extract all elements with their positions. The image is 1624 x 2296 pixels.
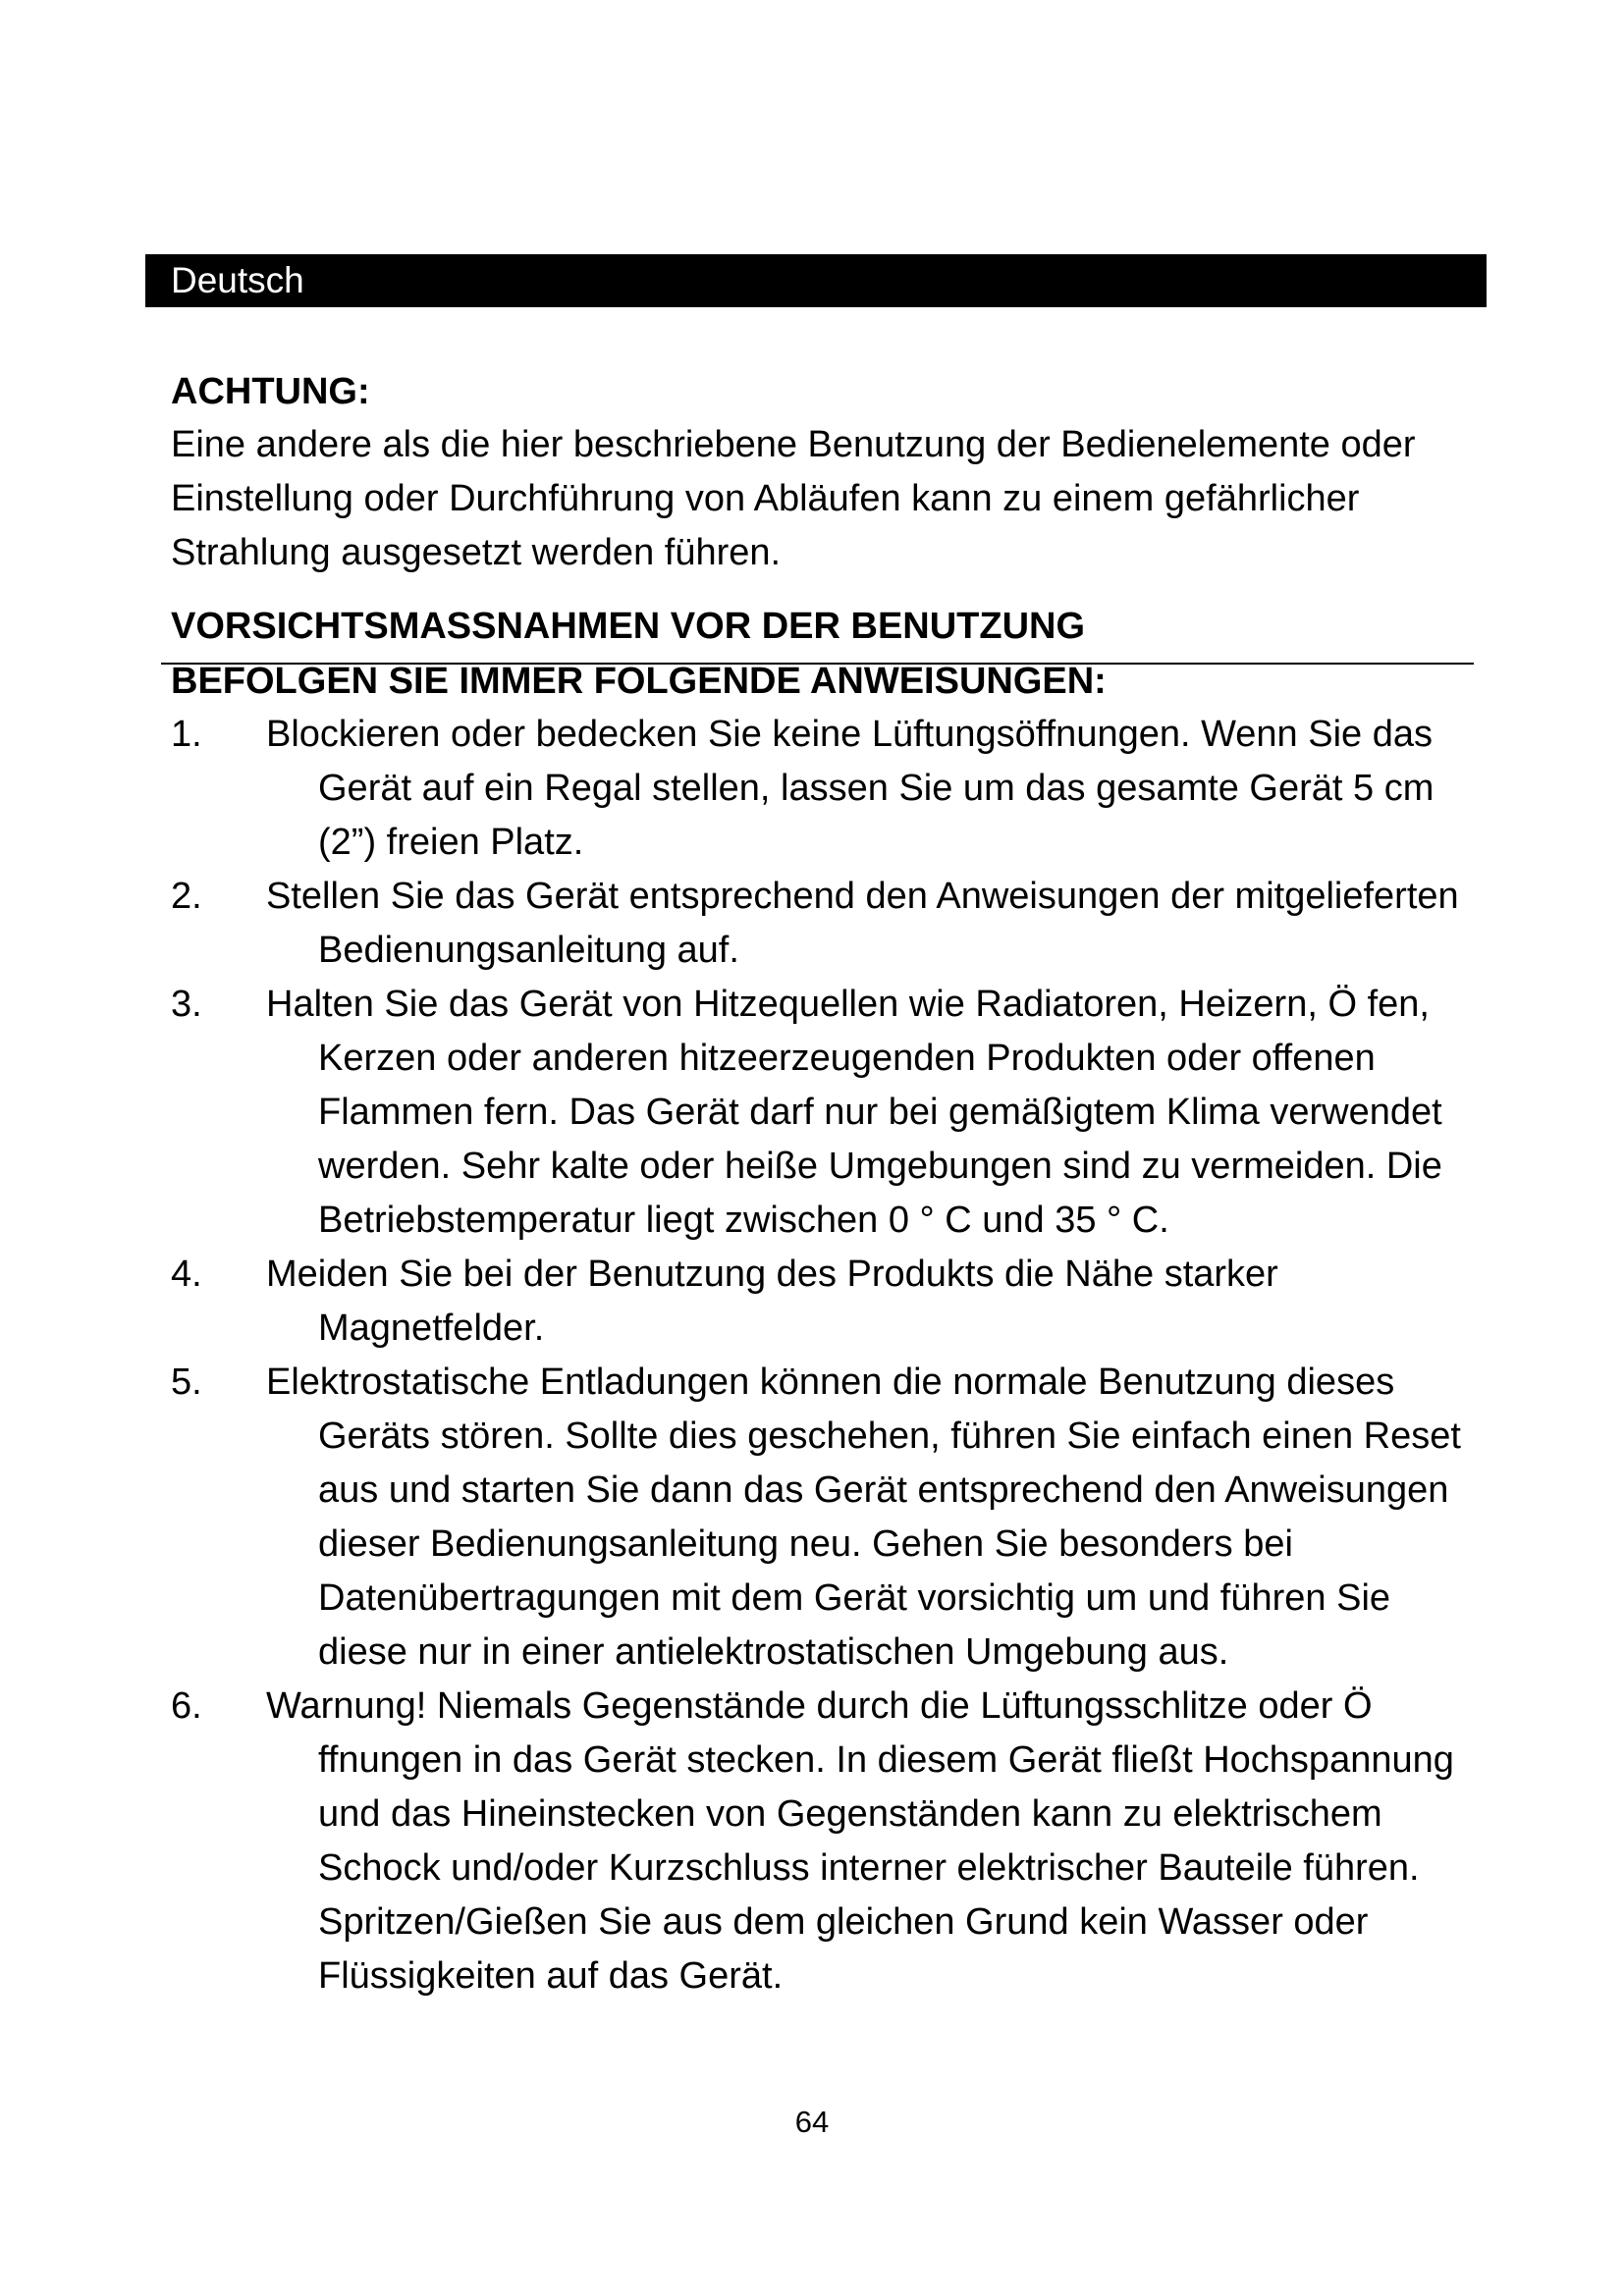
list-item-text: Elektrostatische Entladungen können die normale Benutzung dieses Geräts stören. Sollte dies geschehen, führen Sie einfach einen Reset aus und starten Sie dann das Gerät entsprechend den Anweisungen dieser Bedienungsanleitung neu. Gehen Sie besonders bei Datenübertragungen mit dem Gerät vorsichtig um und führen Sie diese nur in einer antielektrostatischen Umgebung aus.	[266, 1362, 1461, 1673]
page-number: 64	[794, 2105, 830, 2139]
list-item-number: 6.	[171, 1685, 202, 1727]
list-item-number: 4.	[171, 1254, 202, 1295]
list-item-number: 1.	[171, 714, 202, 755]
language-header-bar: Deutsch	[145, 254, 1487, 307]
list-item	[171, 1356, 1487, 1680]
list-item	[171, 978, 1487, 1248]
achtung-paragraph: Eine andere als die hier beschriebene Benutzung der Bedienelemente oder Einstellung oder Durchführung von Abläufen kann zu einem gefährlicher Strahlung ausgesetzt werden führen.	[171, 424, 1416, 573]
page-content	[171, 365, 1487, 2003]
list-item	[171, 708, 1487, 870]
list-item-text: Stellen Sie das Gerät entsprechend den Anweisungen der mitgelieferten Bedienungsanleitung auf.	[266, 876, 1459, 971]
list-item-text: Meiden Sie bei der Benutzung des Produkts die Nähe starker Magnetfelder.	[266, 1254, 1278, 1349]
list-item	[171, 1248, 1487, 1356]
list-item-number: 3.	[171, 984, 202, 1025]
follow-instructions-heading: BEFOLGEN SIE IMMER FOLGENDE ANWEISUNGEN:	[171, 661, 1107, 702]
list-item-text: Halten Sie das Gerät von Hitzequellen wie Radiatoren, Heizern, Ö fen, Kerzen oder anderen hitzeerzeugenden Produkten oder offenen Flammen fern. Das Gerät darf nur bei gemäßigtem Klima verwendet werden. Sehr kalte oder heiße Umgebungen sind zu vermeiden. Die Betriebstemperatur liegt zwischen 0 ° C und 35 ° C.	[266, 984, 1442, 1241]
precautions-heading: VORSICHTSMASSNAHMEN VOR DER BENUTZUNG	[171, 606, 1086, 647]
achtung-heading: ACHTUNG:	[171, 371, 370, 412]
precautions-list	[171, 708, 1487, 2003]
list-item-text: Blockieren oder bedecken Sie keine Lüftungsöffnungen. Wenn Sie das Gerät auf ein Regal stellen, lassen Sie um das gesamte Gerät 5 cm (2”) freien Platz.	[266, 714, 1435, 863]
list-item-text: Warnung! Niemals Gegenstände durch die Lüftungsschlitze oder Ö ffnungen in das Gerät stecken. In diesem Gerät fließt Hochspannung und das Hineinstecken von Gegenständen kann zu elektrischem Schock und/oder Kurzschluss interner elektrischer Bauteile führen. Spritzen/Gießen Sie aus dem gleichen Grund kein Wasser oder Flüssigkeiten auf das Gerät.	[266, 1685, 1454, 1997]
list-item-number: 5.	[171, 1362, 202, 1403]
list-item	[171, 1680, 1487, 2003]
list-item-number: 2.	[171, 876, 202, 917]
list-item	[171, 870, 1487, 978]
